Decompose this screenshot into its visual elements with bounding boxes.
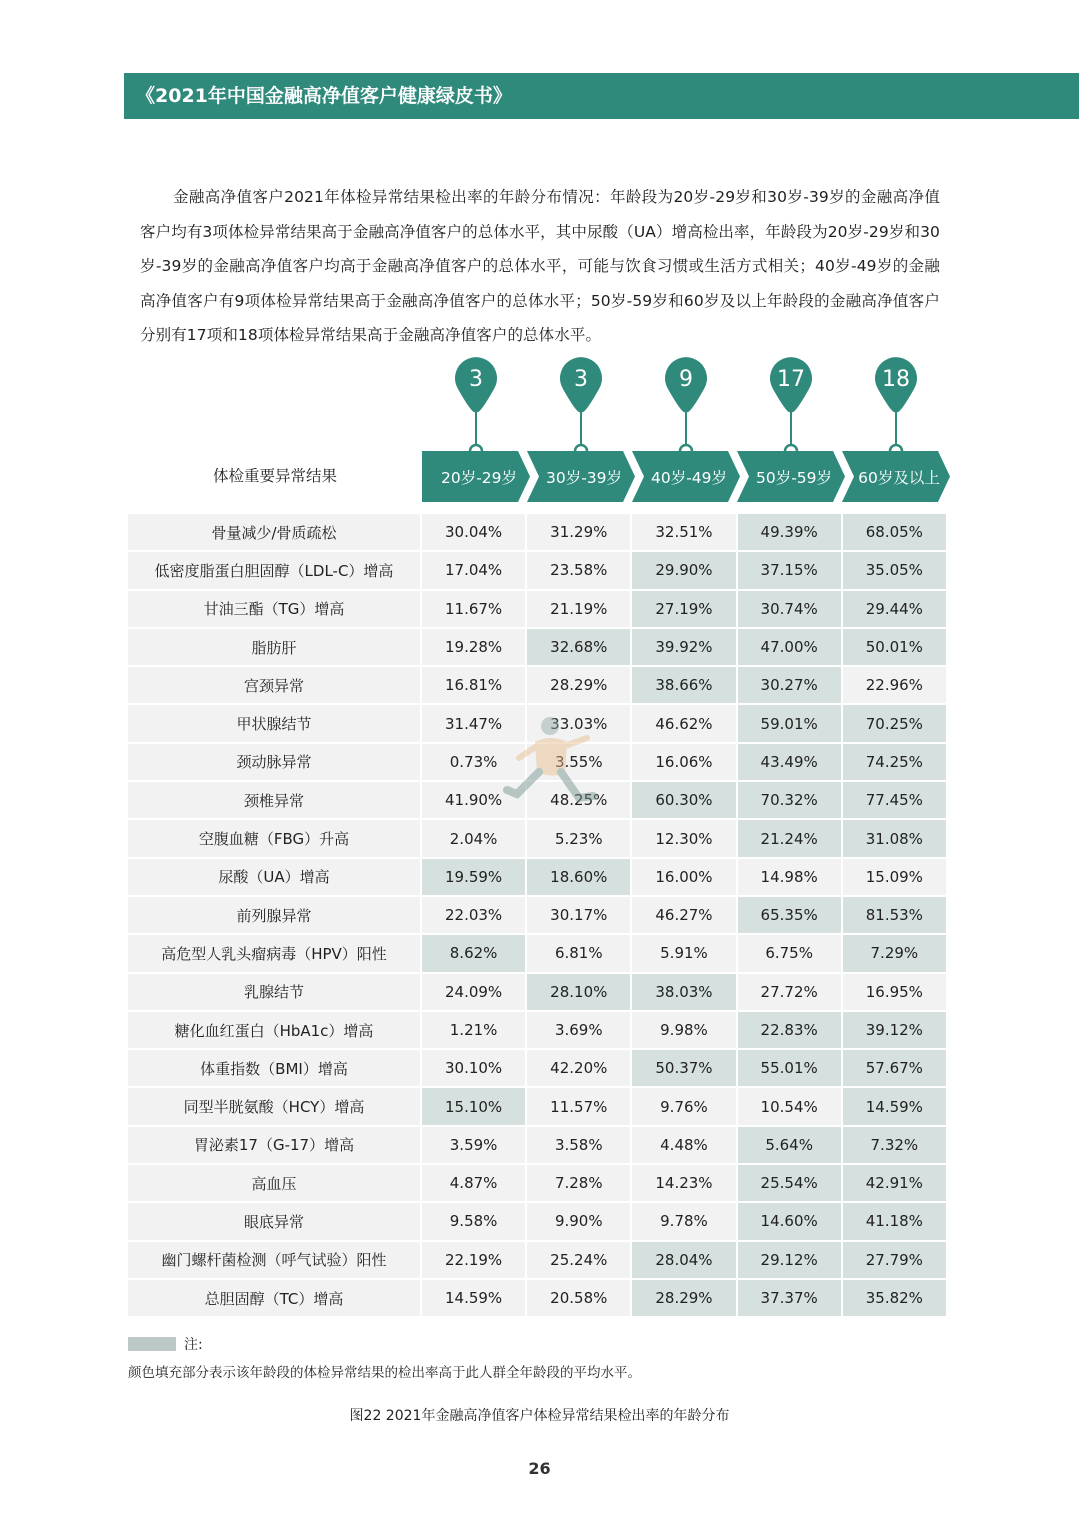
header-title: 《2021年中国金融高净值客户健康绿皮书》 — [136, 85, 512, 107]
value-cell: 46.27% — [632, 897, 735, 933]
value-cell: 15.10% — [422, 1088, 525, 1124]
row-label: 脂肪肝 — [128, 629, 420, 665]
value-cell: 7.32% — [843, 1127, 946, 1163]
legend-swatch — [128, 1337, 176, 1351]
table-row — [128, 897, 948, 933]
value-cell: 15.09% — [843, 859, 946, 895]
intro-paragraph: 金融高净值客户2021年体检异常结果检出率的年龄分布情况：年龄段为20岁-29岁和30岁-39岁的金融高净值客户均有3项体检异常结果高于金融高净值客户的总体水平，其中尿酸（UA）增高检出率，年龄段为20岁-29岁和30岁-39岁的金融高净值客户均高于金融高净值客户的总体水平，可能与饮食习惯或生活方式相关；40岁-49岁的金融高净值客户有9项体检异常结果高于金融高净值客户的总体水平；50岁-59岁和60岁及以上年龄段的金融高净值客户分别有17项和18项体检异常结果高于金融高净值客户的总体水平。 — [140, 188, 940, 344]
value-cell: 28.10% — [527, 974, 630, 1010]
row-label: 宫颈异常 — [128, 667, 420, 703]
value-cell: 16.00% — [632, 859, 735, 895]
age-count-number: 17 — [777, 367, 805, 392]
value-cell: 35.05% — [843, 552, 946, 588]
age-count-number: 3 — [469, 367, 483, 392]
value-cell: 5.23% — [527, 820, 630, 856]
age-count-pin — [770, 359, 812, 429]
table-row — [128, 1088, 948, 1124]
value-cell: 8.62% — [422, 935, 525, 971]
value-cell: 7.28% — [527, 1165, 630, 1201]
value-cell: 42.20% — [527, 1050, 630, 1086]
row-label: 尿酸（UA）增高 — [128, 859, 420, 895]
value-cell: 18.60% — [527, 859, 630, 895]
value-cell: 0.73% — [422, 744, 525, 780]
age-count-pin — [455, 359, 497, 429]
value-cell: 35.82% — [843, 1280, 946, 1316]
value-cell: 42.91% — [843, 1165, 946, 1201]
value-cell: 22.19% — [422, 1242, 525, 1278]
row-label: 幽门螺杆菌检测（呼气试验）阳性 — [128, 1242, 420, 1278]
value-cell: 30.27% — [738, 667, 841, 703]
value-cell: 14.98% — [738, 859, 841, 895]
value-cell: 1.21% — [422, 1012, 525, 1048]
value-cell: 31.29% — [527, 514, 630, 550]
value-cell: 5.64% — [738, 1127, 841, 1163]
value-cell: 46.62% — [632, 705, 735, 741]
value-cell: 14.23% — [632, 1165, 735, 1201]
age-count-number: 3 — [574, 367, 588, 392]
value-cell: 41.18% — [843, 1203, 946, 1239]
value-cell: 22.03% — [422, 897, 525, 933]
value-cell: 37.15% — [738, 552, 841, 588]
value-cell: 16.81% — [422, 667, 525, 703]
value-cell: 27.79% — [843, 1242, 946, 1278]
value-cell: 24.09% — [422, 974, 525, 1010]
value-cell: 4.48% — [632, 1127, 735, 1163]
value-cell: 60.30% — [632, 782, 735, 818]
table-row — [128, 935, 948, 971]
age-count-pin — [875, 359, 917, 429]
table-row — [128, 859, 948, 895]
value-cell: 30.10% — [422, 1050, 525, 1086]
age-group-chevron — [527, 451, 635, 502]
value-cell: 32.51% — [632, 514, 735, 550]
row-label: 高血压 — [128, 1165, 420, 1201]
value-cell: 6.75% — [738, 935, 841, 971]
value-cell: 49.39% — [738, 514, 841, 550]
value-cell: 43.49% — [738, 744, 841, 780]
value-cell: 38.66% — [632, 667, 735, 703]
row-label: 颈椎异常 — [128, 782, 420, 818]
row-label: 糖化血红蛋白（HbA1c）增高 — [128, 1012, 420, 1048]
value-cell: 3.69% — [527, 1012, 630, 1048]
value-cell: 9.76% — [632, 1088, 735, 1124]
table-row — [128, 820, 948, 856]
table-header-label: 体检重要异常结果 — [212, 467, 337, 485]
value-cell: 70.25% — [843, 705, 946, 741]
table-row — [128, 1127, 948, 1163]
age-group-label: 30岁-39岁 — [545, 468, 623, 487]
table-row — [128, 552, 948, 588]
value-cell: 74.25% — [843, 744, 946, 780]
value-cell: 48.25% — [527, 782, 630, 818]
row-label: 低密度脂蛋白胆固醇（LDL-C）增高 — [128, 552, 420, 588]
value-cell: 9.58% — [422, 1203, 525, 1239]
value-cell: 68.05% — [843, 514, 946, 550]
value-cell: 2.04% — [422, 820, 525, 856]
value-cell: 20.58% — [527, 1280, 630, 1316]
age-count-number: 9 — [679, 367, 693, 392]
age-group-chevron — [842, 451, 950, 502]
value-cell: 3.58% — [527, 1127, 630, 1163]
value-cell: 12.30% — [632, 820, 735, 856]
value-cell: 29.44% — [843, 591, 946, 627]
age-group-label: 20岁-29岁 — [440, 468, 518, 487]
age-group-label: 40岁-49岁 — [650, 468, 728, 487]
value-cell: 11.67% — [422, 591, 525, 627]
value-cell: 5.91% — [632, 935, 735, 971]
value-cell: 21.19% — [527, 591, 630, 627]
row-label: 乳腺结节 — [128, 974, 420, 1010]
age-count-pin — [665, 359, 707, 429]
row-label: 甘油三酯（TG）增高 — [128, 591, 420, 627]
table-row — [128, 1165, 948, 1201]
value-cell: 77.45% — [843, 782, 946, 818]
value-cell: 65.35% — [738, 897, 841, 933]
row-label: 体重指数（BMI）增高 — [128, 1050, 420, 1086]
row-label: 同型半胱氨酸（HCY）增高 — [128, 1088, 420, 1124]
row-label: 颈动脉异常 — [128, 744, 420, 780]
value-cell: 41.90% — [422, 782, 525, 818]
value-cell: 19.28% — [422, 629, 525, 665]
value-cell: 31.47% — [422, 705, 525, 741]
value-cell: 28.29% — [527, 667, 630, 703]
value-cell: 50.01% — [843, 629, 946, 665]
value-cell: 33.03% — [527, 705, 630, 741]
value-cell: 30.74% — [738, 591, 841, 627]
value-cell: 3.55% — [527, 744, 630, 780]
abnormality-table — [128, 514, 948, 1318]
value-cell: 30.04% — [422, 514, 525, 550]
figure-caption: 图22 2021年金融高净值客户体检异常结果检出率的年龄分布 — [349, 1408, 730, 1424]
value-cell: 28.04% — [632, 1242, 735, 1278]
value-cell: 14.59% — [843, 1088, 946, 1124]
value-cell: 22.83% — [738, 1012, 841, 1048]
age-count-number: 18 — [882, 367, 910, 392]
value-cell: 21.24% — [738, 820, 841, 856]
value-cell: 14.60% — [738, 1203, 841, 1239]
table-row — [128, 591, 948, 627]
age-group-label: 60岁及以上 — [858, 468, 940, 487]
value-cell: 17.04% — [422, 552, 525, 588]
value-cell: 39.12% — [843, 1012, 946, 1048]
value-cell: 47.00% — [738, 629, 841, 665]
age-group-chevron — [632, 451, 740, 502]
value-cell: 4.87% — [422, 1165, 525, 1201]
value-cell: 10.54% — [738, 1088, 841, 1124]
table-row — [128, 1012, 948, 1048]
row-label: 胃泌素17（G-17）增高 — [128, 1127, 420, 1163]
table-row — [128, 1050, 948, 1086]
page-number: 26 — [528, 1459, 551, 1478]
row-label: 骨量减少/骨质疏松 — [128, 514, 420, 550]
value-cell: 23.58% — [527, 552, 630, 588]
value-cell: 25.54% — [738, 1165, 841, 1201]
table-row — [128, 974, 948, 1010]
value-cell: 3.59% — [422, 1127, 525, 1163]
row-label: 总胆固醇（TC）增高 — [128, 1280, 420, 1316]
table-row — [128, 1280, 948, 1316]
age-group-chevron — [737, 451, 845, 502]
value-cell: 31.08% — [843, 820, 946, 856]
value-cell: 37.37% — [738, 1280, 841, 1316]
row-label: 甲状腺结节 — [128, 705, 420, 741]
legend-text: 颜色填充部分表示该年龄段的体检异常结果的检出率高于此人群全年龄段的平均水平。 — [128, 1365, 641, 1381]
legend-title: 注: — [184, 1337, 203, 1353]
value-cell: 14.59% — [422, 1280, 525, 1316]
age-count-pin — [560, 359, 602, 429]
table-row — [128, 1203, 948, 1239]
value-cell: 27.19% — [632, 591, 735, 627]
header-banner — [124, 73, 1079, 119]
value-cell: 55.01% — [738, 1050, 841, 1086]
value-cell: 25.24% — [527, 1242, 630, 1278]
value-cell: 9.78% — [632, 1203, 735, 1239]
row-label: 空腹血糖（FBG）升高 — [128, 820, 420, 856]
value-cell: 39.92% — [632, 629, 735, 665]
value-cell: 57.67% — [843, 1050, 946, 1086]
row-label: 前列腺异常 — [128, 897, 420, 933]
value-cell: 27.72% — [738, 974, 841, 1010]
row-label: 眼底异常 — [128, 1203, 420, 1239]
value-cell: 9.98% — [632, 1012, 735, 1048]
table-row — [128, 514, 948, 550]
age-group-chevron — [422, 451, 530, 502]
age-group-label: 50岁-59岁 — [755, 468, 833, 487]
table-row — [128, 1242, 948, 1278]
value-cell: 28.29% — [632, 1280, 735, 1316]
value-cell: 50.37% — [632, 1050, 735, 1086]
row-label: 高危型人乳头瘤病毒（HPV）阳性 — [128, 935, 420, 971]
value-cell: 22.96% — [843, 667, 946, 703]
value-cell: 6.81% — [527, 935, 630, 971]
value-cell: 30.17% — [527, 897, 630, 933]
table-row — [128, 629, 948, 665]
value-cell: 11.57% — [527, 1088, 630, 1124]
value-cell: 7.29% — [843, 935, 946, 971]
value-cell: 16.95% — [843, 974, 946, 1010]
value-cell: 32.68% — [527, 629, 630, 665]
table-row — [128, 667, 948, 703]
value-cell: 70.32% — [738, 782, 841, 818]
runner-figure-icon — [495, 712, 605, 822]
value-cell: 38.03% — [632, 974, 735, 1010]
value-cell: 29.90% — [632, 552, 735, 588]
value-cell: 29.12% — [738, 1242, 841, 1278]
value-cell: 16.06% — [632, 744, 735, 780]
value-cell: 59.01% — [738, 705, 841, 741]
value-cell: 9.90% — [527, 1203, 630, 1239]
value-cell: 81.53% — [843, 897, 946, 933]
value-cell: 19.59% — [422, 859, 525, 895]
